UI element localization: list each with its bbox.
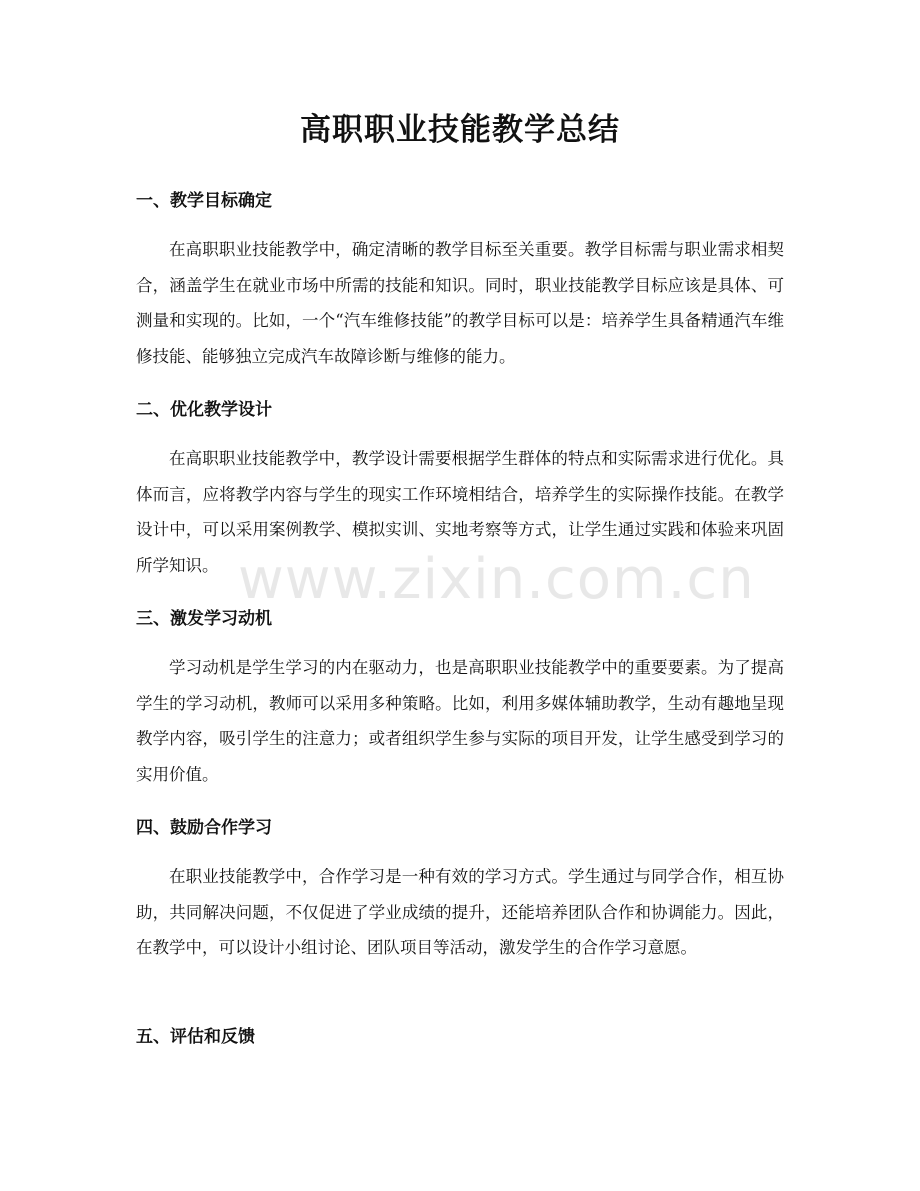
- page-title: 高职职业技能教学总结: [300, 112, 620, 148]
- section-heading-2: 二、优化教学设计: [136, 400, 272, 420]
- section-paragraph-3: 学习动机是学生学习的内在驱动力，也是高职职业技能教学中的重要要素。为了提高学生的学习动机，教师可以采用多种策略。比如，利用多媒体辅助教学，生动有趣地呈现教学内容，吸引学生的注意力；或者组织学生参与实际的项目开发，让学生感受到学习的实用价值。: [136, 658, 784, 784]
- watermark: www.zixin.com.cn: [238, 547, 755, 612]
- section-paragraph-4: 在职业技能教学中，合作学习是一种有效的学习方式。学生通过与同学合作，相互协助，共同解决问题，不仅促进了学业成绩的提升，还能培养团队合作和协调能力。因此，在教学中，可以设计小组讨论、团队项目等活动，激发学生的合作学习意愿。: [136, 867, 784, 957]
- section-heading-5: 五、评估和反馈: [136, 1027, 255, 1047]
- section-heading-3: 三、激发学习动机: [136, 609, 272, 629]
- section-heading-1: 一、教学目标确定: [136, 191, 272, 211]
- section-paragraph-1: 在高职职业技能教学中，确定清晰的教学目标至关重要。教学目标需与职业需求相契合，涵盖学生在就业市场中所需的技能和知识。同时，职业技能教学目标应该是具体、可测量和实现的。比如，一个“汽车维修技能”的教学目标可以是：培养学生具备精通汽车维修技能、能够独立完成汽车故障诊断与维修的能力。: [136, 240, 784, 366]
- section-paragraph-2: 在高职职业技能教学中，教学设计需要根据学生群体的特点和实际需求进行优化。具体而言，应将教学内容与学生的现实工作环境相结合，培养学生的实际操作技能。在教学设计中，可以采用案例教学、模拟实训、实地考察等方式，让学生通过实践和体验来巩固所学知识。: [136, 449, 784, 575]
- section-heading-4: 四、鼓励合作学习: [136, 818, 272, 838]
